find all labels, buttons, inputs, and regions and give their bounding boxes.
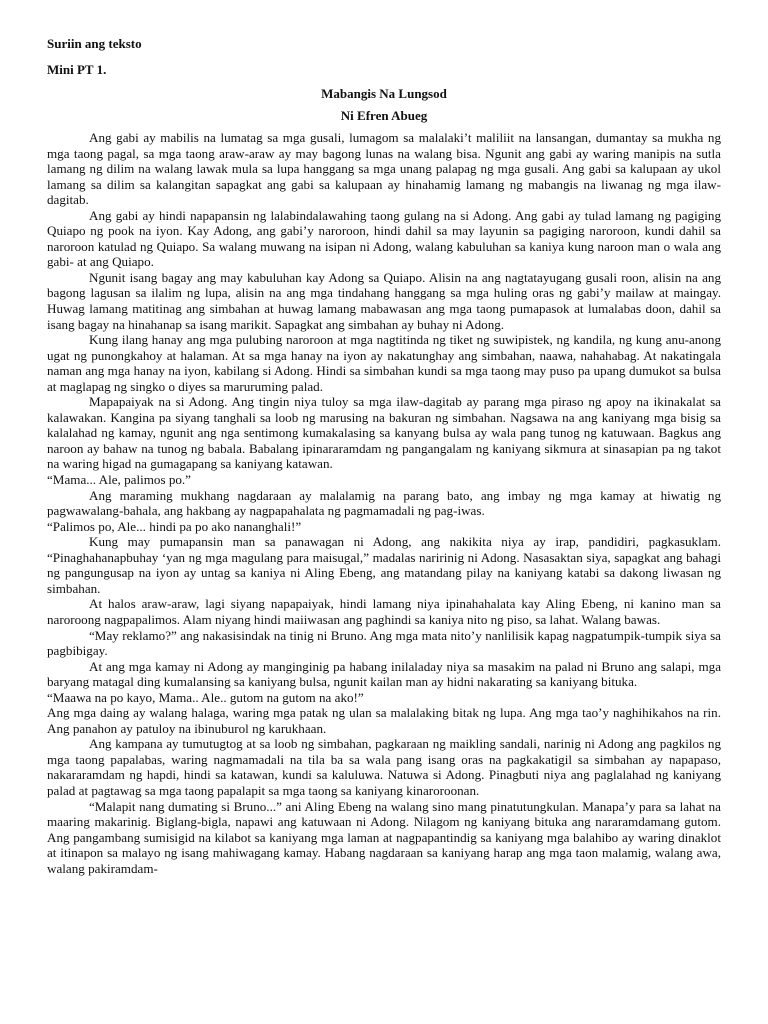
paragraph: Ngunit isang bagay ang may kabuluhan kay Adong sa Quiapo. Alisin na ang nagtatayugang gusali roon, alisin na ang bagong lagusan sa ilalim ng lupa, alisin na ang mga tindahang hanggang sa mga huling oras ng gabi’y mailaw at maingay. Huwag lamang matitinag ang simbahan at huwag lamang mabawasan ang mga taong pumapasok at lumalabas doon, dahil sa isang bagay na hinahanap sa isang marikit. Sapagkat ang simbahan ay buhay ni Adong. <box>47 269 721 332</box>
paragraph: Mapapaiyak na si Adong. Ang tingin niya tuloy sa mga ilaw-dagitab ay parang mga piraso ng apoy na ikinakalat sa kalawakan. Kangina pa siyang tanghali sa loob ng marusing na bakuran ng simbahan. Nagsawa na ang kaniyang mga bisig sa kalalahad ng kamay, ngunit ang nga sentimong kumakalasing sa kanyang bulsa ay wala pang tunog ng katuwaan. Bagkus ang naroon ay bahaw na tunog ng babala. Babalang ipinararamdam ng pangangalam ng kaniyang sikmura at sinasapian pa ng takot na waring higad na gumagapang sa kaniyang katawan. <box>47 394 721 472</box>
paragraph: Ang mga daing ay walang halaga, waring mga patak ng ulan sa malalaking bitak ng lupa. Ang mga tao’y naghihikahos na rin. Ang panahon ay patuloy na ibinuburol ng karukhaan. <box>47 705 721 736</box>
task-label: Mini PT 1. <box>47 62 107 77</box>
paragraph: Kung ilang hanay ang mga pulubing naroroon at mga nagtitinda ng tiket ng suwipistek, ng kandila, ng kung anu-anong ugat ng punongkahoy at halaman. At sa mga hanay na iyon ay nakatunghay ang simbahan, naawa, nahahabag. At nakatingala naman ang mga hanay na iyon, kabilang si Adong. Hindi sa simbahan kundi sa mga taong may puso pa upang dumukot sa bulsa at maglapag ng singko o diyes sa maruruming palad. <box>47 332 721 394</box>
dialogue-line: “Maawa na po kayo, Mama.. Ale.. gutom na gutom na ako!” <box>47 689 364 705</box>
paragraph: “May reklamo?” ang nakasisindak na tinig ni Bruno. Ang mga mata nito’y nanlilisik kapag nagpatumpik-tumpik siya sa pagbibigay. <box>47 627 721 659</box>
dialogue-line: “Mama... Ale, palimos po.” <box>47 472 191 488</box>
instruction-label: Suriin ang teksto <box>47 36 142 51</box>
paragraph: Ang maraming mukhang nagdaraan ay malalamig na parang bato, ang imbay ng mga kamay at hiwatig ng pagwawalang-bahala, ang hakbang ay nagpapahalata ng pagmamadali ng pag-iwas. <box>47 487 721 519</box>
paragraph: Ang kampana ay tumutugtog at sa loob ng simbahan, pagkaraan ng maikling sandali, narinig ni Adong ang pagkilos ng mga taong papalabas, waring nagmamadali na tila ba sa wala pang isang oras na pagkakatigil sa simbahan ay napapaso, nakararamdam ng hapdi, hindi sa katawan, kundi sa kaluluwa. Natuwa si Adong. Pinagbuti niya ang paglalahad ng kaniyang palad at pagtawag sa mga taong papalapit sa mga taong sa kaniyang kinaroroonan. <box>47 736 721 798</box>
dialogue-line: “Palimos po, Ale... hindi pa po ako nananghali!” <box>47 518 302 534</box>
story-author: Ni Efren Abueg <box>340 108 428 123</box>
paragraph: Ang gabi ay mabilis na lumatag sa mga gusali, lumagom sa malalaki’t maliliit na lansangan, dumantay sa mukha ng mga taong pagal, sa mga taong araw-araw ay may bagong lunas na walang bisa. Ngunit ang gabi ay waring manipis na sutla lamang ng dilim na walang lawak mula sa lupa hanggang sa mga unang palapag ng mga gusali. Ang gabi sa kalupaan ay ukol lamang sa dilim sa kalangitan sapagkat ang gabi sa kalupaan ay hinahamig lamang ng mabangis na liwanag ng mga ilaw-dagitab. <box>47 130 721 208</box>
story-body <box>47 130 721 876</box>
paragraph: Ang gabi ay hindi napapansin ng lalabindalawahing taong gulang na si Adong. Ang gabi ay tulad lamang ng pagiging Quiapo ng pook na iyon. Kay Adong, ang gabi’y naroroon, hindi dahil sa may layunin sa pagiging naroroon, kundi dahil sa naroroon katulad ng Quiapo. Sa walang muwang na isipan ni Adong, walang kabuluhan sa kaniya kung naroon man o wala ang gabi- at ang Quiapo. <box>47 207 721 270</box>
paragraph: At halos araw-araw, lagi siyang napapaiyak, hindi lamang niya ipinahahalata kay Aling Ebeng, ni kanino man sa naroroong nagpapalimos. Alam niyang hindi maiiwasan ang paghindi sa kaniya nito ng piso, sa lahat. Walang bawas. <box>47 596 721 627</box>
paragraph: “Malapit nang dumating si Bruno...” ani Aling Ebeng na walang sino mang pinatutungkulan. Manapa’y para sa lahat na maaring makarinig. Biglang-bigla, napawi ang katuwaan ni Adong. Nilagom ng kaniyang bituka ang nararamdamang gutom. Ang pangambang sumisigid na kilabot sa kaniyang mga laman at nagpapantindig sa kaniyang mga balahibo ay waring dinaklot at itinapon sa malayo ng isang mahiwagang kamay. Habang nagdaraan sa kaniyang harap ang mga taon malamig, walang awa, walang pakiramdam- <box>47 798 721 876</box>
story-title: Mabangis Na Lungsod <box>321 86 447 101</box>
paragraph: Kung may pumapansin man sa panawagan ni Adong, ang nakikita niya ay irap, pandidiri, pagkasuklam. “Pinaghahanapbuhay ‘yan ng mga magulang para maisugal,” madalas naririnig ni Adong. Nasasaktan siya, sapagkat ang bahagi ng pangungusap na iyon ay untag sa kaniya ni Aling Ebeng, ang matandang pilay na kaniyang katabi sa dakong liwasan ng simbahan. <box>47 534 721 596</box>
paragraph: At ang mga kamay ni Adong ay manginginig pa habang inilaladay niya sa masakim na palad ni Bruno ang salapi, mga baryang matagal ding kumalansing sa kaniyang bulsa, ngunit kailan man ay hidni nakarating sa kaniyang bituka. <box>47 658 721 690</box>
